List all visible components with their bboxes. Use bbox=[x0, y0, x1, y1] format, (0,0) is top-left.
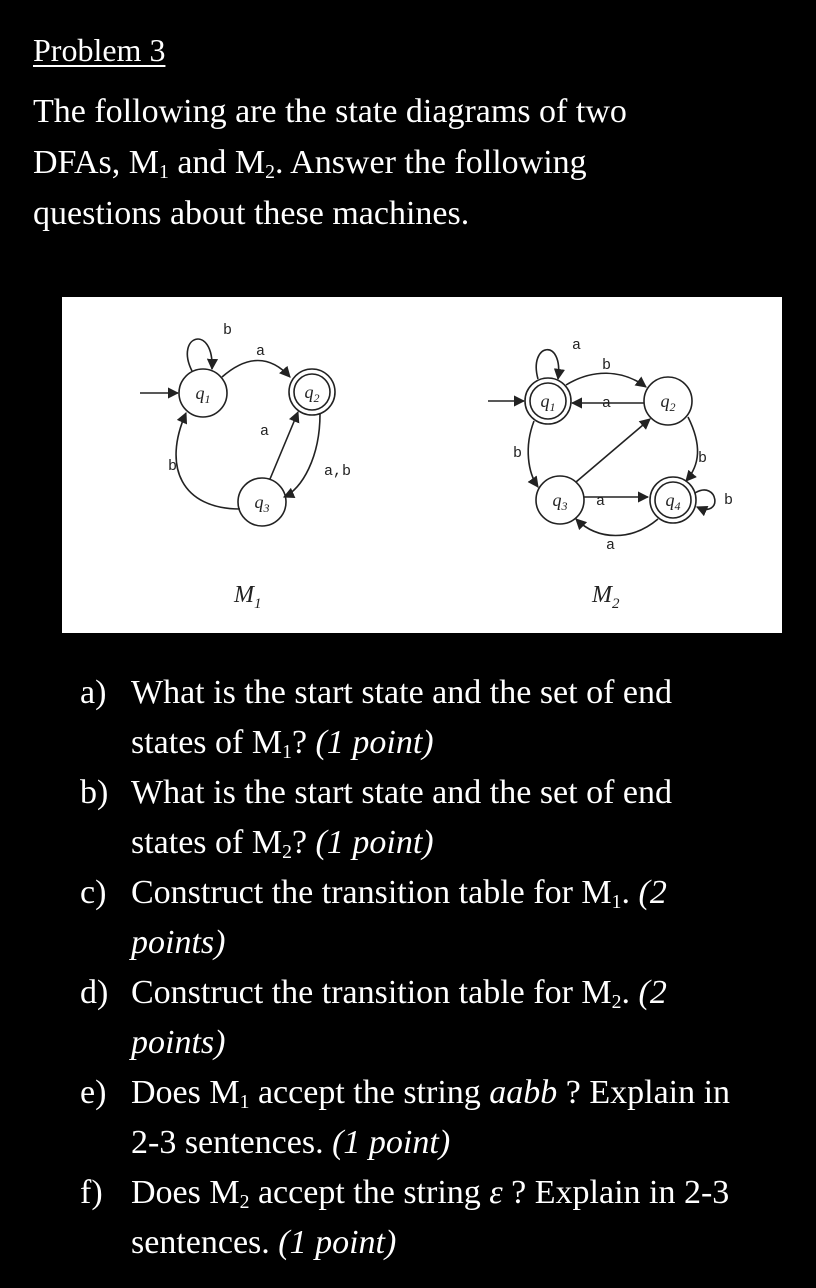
question-points: (1 point) bbox=[332, 1124, 451, 1161]
question-text: What is the start state and the set of end bbox=[131, 774, 672, 811]
m1-label-self-b: b bbox=[223, 322, 233, 339]
m1-diagram bbox=[140, 339, 335, 526]
intro-line-3: questions about these machines. bbox=[33, 195, 470, 232]
m2-label-q1-q2: b bbox=[602, 357, 612, 374]
question-string: ε bbox=[489, 1174, 503, 1211]
question-text: states of M bbox=[131, 724, 283, 761]
question-text: ? bbox=[291, 724, 316, 761]
question-line bbox=[131, 718, 800, 768]
m2-caption-sub: 2 bbox=[612, 596, 620, 612]
question-marker: b) bbox=[80, 774, 109, 811]
subscript: 2 bbox=[239, 1190, 250, 1213]
m1-edge-q3-q1 bbox=[176, 413, 240, 509]
question-line bbox=[131, 1118, 800, 1168]
svg-text:M1 bbox=[233, 582, 262, 612]
m1-q2-label: q bbox=[304, 382, 314, 402]
m1-caption-sub: 1 bbox=[254, 596, 262, 612]
m2-q4-sub: 4 bbox=[674, 499, 681, 513]
subscript: 1 bbox=[239, 1090, 250, 1113]
m1-label-q3-q1: b bbox=[168, 458, 178, 475]
question-a bbox=[80, 668, 800, 768]
m2-label-q3-q4: a bbox=[596, 493, 606, 510]
problem-title: Problem 3 bbox=[33, 32, 166, 68]
m1-label-q2-q3: a,b bbox=[324, 463, 352, 480]
question-marker: f) bbox=[80, 1174, 103, 1211]
question-marker: e) bbox=[80, 1074, 107, 1111]
m2-q1-sub: 1 bbox=[549, 400, 556, 414]
question-list bbox=[80, 668, 800, 1268]
m2-caption: M bbox=[592, 582, 612, 608]
question-text: 2-3 sentences. bbox=[131, 1124, 333, 1161]
m1-labels bbox=[168, 322, 351, 612]
question-c bbox=[80, 868, 800, 968]
m2-q3-sub: 3 bbox=[561, 499, 568, 513]
question-marker: c) bbox=[80, 874, 107, 911]
question-points: (1 point) bbox=[315, 824, 434, 861]
question-line bbox=[131, 1218, 800, 1268]
question-line bbox=[131, 868, 800, 918]
m2-q2-label: q bbox=[660, 391, 670, 411]
question-text: Does M bbox=[131, 1074, 240, 1111]
question-text: Does M bbox=[131, 1174, 240, 1211]
m1-q3-sub: 3 bbox=[263, 501, 270, 515]
m1-q3-label: q bbox=[254, 492, 264, 512]
m2-loop-q1 bbox=[536, 350, 558, 379]
m1-caption: M bbox=[234, 582, 254, 608]
state-diagrams-figure bbox=[62, 297, 782, 633]
m1-q1-sub: 1 bbox=[204, 392, 211, 406]
question-text: accept the string bbox=[249, 1074, 490, 1111]
m1-label-q1-q2: a bbox=[256, 343, 266, 360]
question-string: aabb bbox=[489, 1074, 558, 1111]
m2-label-q4-self: b bbox=[724, 492, 734, 509]
m2-edge-q1-q3 bbox=[528, 421, 538, 487]
svg-text:q2 bbox=[661, 391, 676, 414]
question-text: ? Explain in 2-3 bbox=[502, 1174, 730, 1211]
question-text: ? Explain in bbox=[557, 1074, 731, 1111]
state-diagrams-svg bbox=[62, 297, 782, 633]
m2-q1-label: q bbox=[540, 391, 550, 411]
m2-q4-label: q bbox=[665, 490, 675, 510]
m2-edge-q1-q2 bbox=[566, 373, 646, 387]
m1-q2-sub: 2 bbox=[313, 391, 320, 405]
svg-text:q1 bbox=[196, 383, 211, 406]
question-text: ? bbox=[291, 824, 316, 861]
question-points: (2 bbox=[638, 974, 667, 1011]
intro-text: DFAs, M bbox=[33, 144, 159, 181]
m2-label-q2-q1: a bbox=[602, 395, 612, 412]
question-text: What is the start state and the set of end bbox=[131, 674, 672, 711]
m2-label-q2-q4: b bbox=[698, 450, 708, 467]
svg-text:q3 bbox=[553, 490, 568, 513]
question-line bbox=[131, 818, 800, 868]
question-text: Construct the transition table for M bbox=[131, 874, 612, 911]
question-points: (1 point) bbox=[315, 724, 434, 761]
question-text: Construct the transition table for M bbox=[131, 974, 612, 1011]
svg-text:M2 bbox=[591, 582, 620, 612]
subscript: 1 bbox=[158, 160, 169, 183]
question-text: . bbox=[621, 874, 639, 911]
m1-edge-q1-q2 bbox=[222, 361, 290, 378]
question-b bbox=[80, 768, 800, 868]
question-marker: a) bbox=[80, 674, 107, 711]
question-text: . bbox=[621, 974, 639, 1011]
question-points: (2 bbox=[638, 874, 667, 911]
question-line bbox=[131, 1068, 800, 1118]
m2-q2-sub: 2 bbox=[669, 400, 676, 414]
intro-line-2 bbox=[33, 137, 793, 188]
question-points: points) bbox=[131, 1024, 226, 1061]
m2-edge-q2-q4 bbox=[686, 417, 698, 481]
intro-text: . Answer the following bbox=[275, 144, 587, 181]
subscript: 2 bbox=[282, 840, 292, 863]
m2-edge-q4-q3 bbox=[576, 519, 658, 536]
m1-edge-q3-q2 bbox=[270, 412, 298, 479]
question-e bbox=[80, 1068, 800, 1168]
m2-label-self-a: a bbox=[572, 337, 582, 354]
m1-loop-q1 bbox=[187, 339, 212, 371]
m2-label-q1-q3: b bbox=[513, 445, 523, 462]
m2-edge-q3-q2 bbox=[576, 419, 650, 482]
svg-text:q2 bbox=[305, 382, 320, 405]
question-text: sentences. bbox=[131, 1224, 279, 1261]
intro-line-1: The following are the state diagrams of two bbox=[33, 93, 627, 130]
svg-text:q3 bbox=[255, 492, 270, 515]
m2-label-q4-q3: a bbox=[606, 537, 616, 554]
m2-loop-q4 bbox=[695, 490, 715, 509]
svg-text:q1 bbox=[541, 391, 556, 414]
question-marker: d) bbox=[80, 974, 109, 1011]
question-line bbox=[131, 1168, 800, 1218]
question-text: states of M bbox=[131, 824, 283, 861]
question-points: points) bbox=[131, 924, 226, 961]
problem-intro bbox=[33, 86, 793, 239]
m1-edge-q2-q3 bbox=[284, 414, 320, 497]
subscript: 2 bbox=[611, 990, 622, 1013]
question-line bbox=[131, 968, 800, 1018]
question-d bbox=[80, 968, 800, 1068]
subscript: 2 bbox=[265, 160, 276, 183]
m1-label-q3-q2: a bbox=[260, 423, 270, 440]
question-text: accept the string bbox=[249, 1174, 490, 1211]
svg-text:q4 bbox=[666, 490, 681, 513]
m2-q3-label: q bbox=[552, 490, 562, 510]
intro-text: and M bbox=[168, 144, 266, 181]
subscript: 1 bbox=[611, 890, 622, 913]
subscript: 1 bbox=[282, 740, 292, 763]
question-points: (1 point) bbox=[278, 1224, 397, 1261]
question-f bbox=[80, 1168, 800, 1268]
m1-q1-label: q bbox=[195, 383, 205, 403]
